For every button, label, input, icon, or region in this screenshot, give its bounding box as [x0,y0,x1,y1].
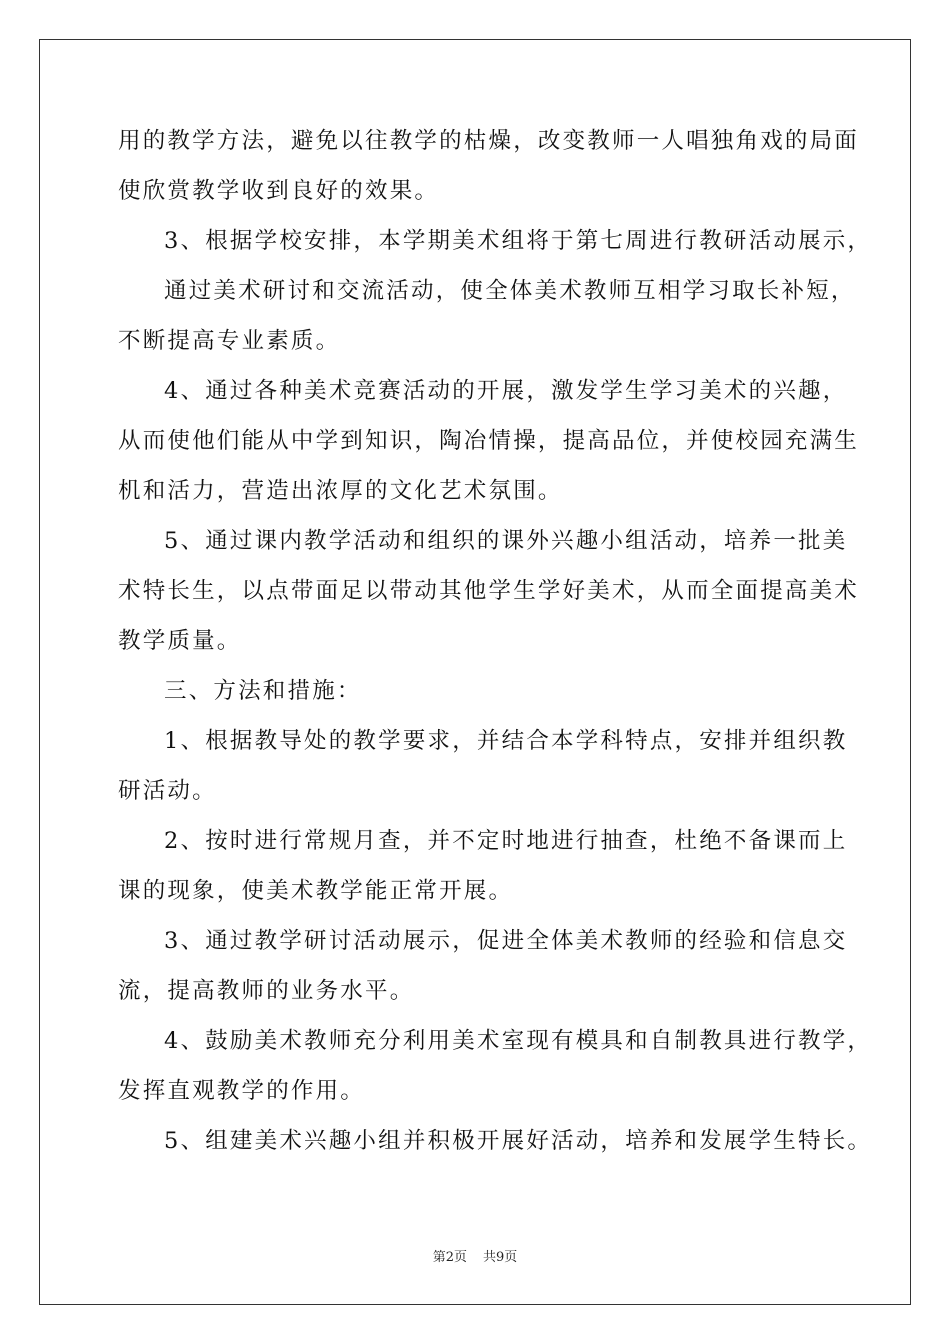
text-line: 2、按时进行常规月查，并不定时地进行抽查，杜绝不备课而上 [164,828,848,854]
text-line: 不断提高专业素质。 [118,328,341,354]
text-line: 4、鼓励美术教师充分利用美术室现有模具和自制教具进行教学， [164,1028,873,1054]
text-line: 1、根据教导处的教学要求，并结合本学科特点，安排并组织教 [164,728,848,754]
text-line: 术特长生，以点带面足以带动其他学生学好美术，从而全面提高美术 [118,578,860,604]
text-line: 4、通过各种美术竞赛活动的开展，激发学生学习美术的兴趣， [164,378,848,404]
text-line: 研活动。 [118,778,217,804]
text-line: 用的教学方法，避免以往教学的枯燥，改变教师一人唱独角戏的局面 [118,128,860,154]
text-line: 3、根据学校安排，本学期美术组将于第七周进行教研活动展示， [164,228,873,254]
text-line: 通过美术研讨和交流活动，使全体美术教师互相学习取长补短， [164,278,856,304]
text-line: 课的现象，使美术教学能正常开展。 [118,878,514,904]
text-line: 发挥直观教学的作用。 [118,1078,366,1104]
text-line: 从而使他们能从中学到知识，陶冶情操，提高品位，并使校园充满生 [118,428,860,454]
text-line: 流，提高教师的业务水平。 [118,978,415,1004]
page-number: 第2页 [432,1250,467,1265]
text-line: 5、通过课内教学活动和组织的课外兴趣小组活动，培养一批美 [164,528,848,554]
text-line: 3、通过教学研讨活动展示，促进全体美术教师的经验和信息交 [164,928,848,954]
text-line: 机和活力，营造出浓厚的文化艺术氛围。 [118,478,563,504]
page-footer [0,1246,950,1265]
section-heading: 三、方法和措施： [164,678,362,704]
text-line: 5、组建美术兴趣小组并积极开展好活动，培养和发展学生特长。 [164,1128,873,1154]
page-total: 共9页 [483,1250,518,1265]
text-line: 教学质量。 [118,628,242,654]
text-line: 使欣赏教学收到良好的效果。 [118,178,440,204]
